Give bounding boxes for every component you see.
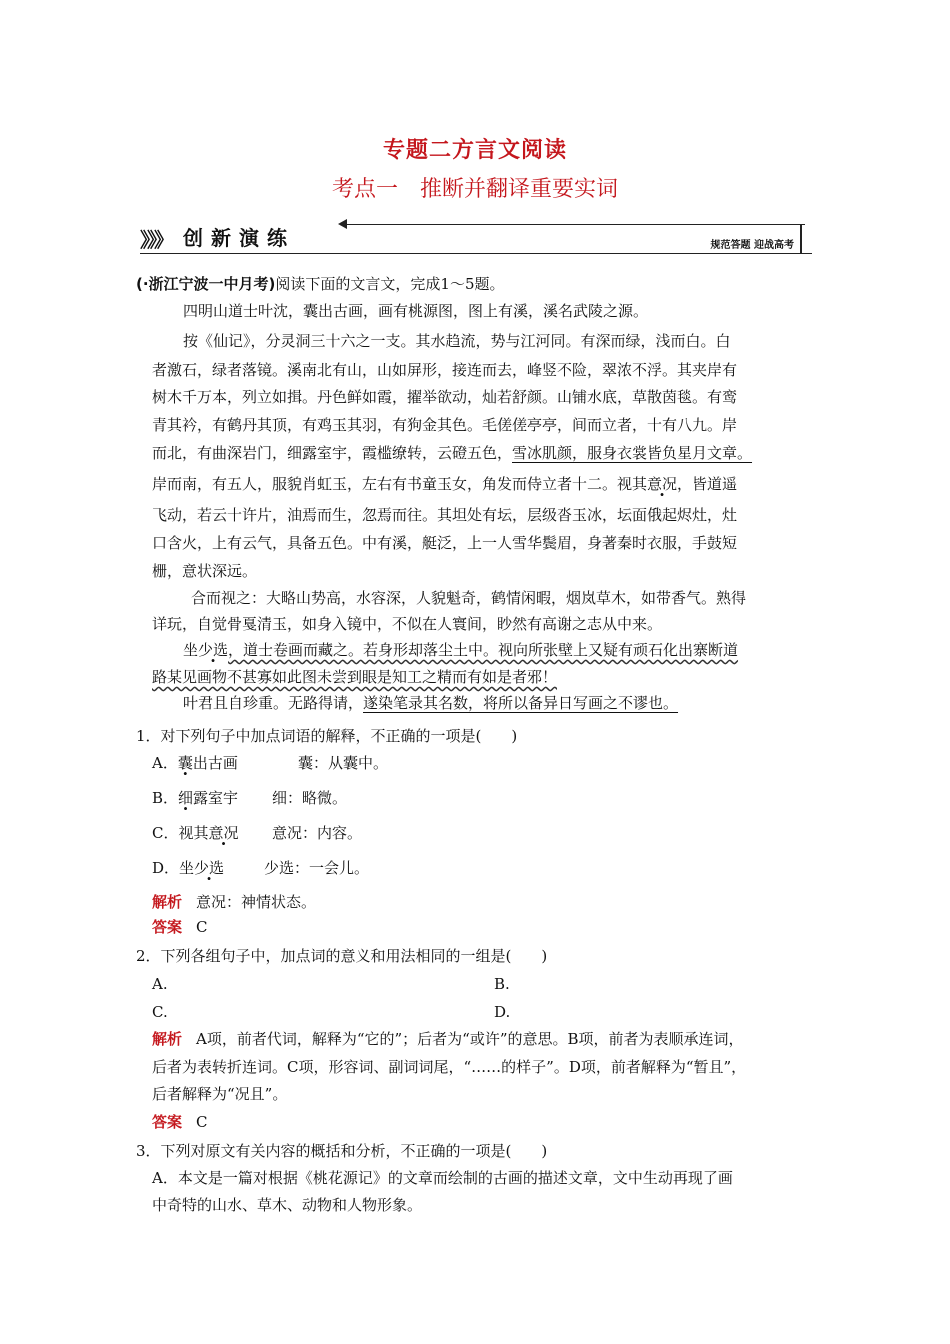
analysis-label: 解析	[152, 1030, 183, 1048]
dotted-word: 囊	[177, 754, 193, 772]
analysis-text: 后者解释为“况且”。	[152, 1085, 288, 1103]
option-note: 意况：内容。	[272, 824, 363, 842]
passage-line	[152, 474, 737, 494]
passage-line: 飞动，若云十许片，油焉而生，忽焉而往。其坦处有坛，层级沓玉冰，坛面俄起烬灶，灶	[152, 506, 738, 524]
passage-line	[152, 443, 752, 463]
option-text: 坐	[179, 859, 195, 877]
passage-line: 四明山道士叶沈，囊出古画，画有桃源图，图上有溪，溪名武陵之源。	[183, 302, 649, 320]
passage-text: 而北，有曲深岩门，细露室宇，霞槛缭转，云磴五色，	[152, 444, 513, 462]
dotted-word: 意况	[208, 824, 239, 842]
dotted-word: 细	[178, 789, 194, 807]
option-a: A．本文是一篇对根据《桃花源记》的文章而绘制的古画的描述文章，文中生动再现了画	[152, 1169, 733, 1187]
page-subtitle: 考点一 推断并翻译重要实词	[331, 177, 618, 202]
dotted-word: 少选	[194, 859, 225, 877]
option-note: 细：略微。	[272, 789, 348, 807]
analysis-text: 后者为表转折连词。C项，形容词、副词词尾，“……的样子”。D项，前者解释为“暂且”，	[152, 1058, 747, 1076]
question-stem: 2．下列各组句子中，加点词的意义和用法相同的一组是( )	[136, 947, 548, 965]
passage-line: 栅，意状深远。	[152, 562, 258, 580]
answer-label: 答案	[152, 1113, 183, 1131]
answer-value: C	[196, 918, 208, 936]
passage-line: 青其衿，有鹤丹其顶，有鸡玉其羽，有狗金其色。毛傞傞亭亭，间而立者，十有八九。岸	[152, 416, 738, 434]
passage-line: 详玩，自觉骨戛清玉，如身入镜中，不似在人寰间，眇然有高谢之志从中来。	[152, 615, 663, 633]
wavy-underlined-text: ，道士卷画而藏之。若身形却落尘土中。视向所张壁上又疑有顽石化出寨断道	[228, 641, 739, 659]
option-d	[152, 858, 224, 878]
option-text: 视其	[178, 824, 209, 842]
page-title: 专题二方言文阅读	[382, 137, 567, 163]
option-letter: A．	[152, 754, 178, 772]
passage-line: 合而视之：大略山势高，水容深，人貌魁奇，鹤情闲暇，烟岚草木，如带香气。熟得	[191, 589, 747, 607]
instruction: 阅读下面的文言文，完成1～5题。	[275, 275, 505, 293]
intro-line	[136, 274, 505, 294]
option-text: 出古画	[192, 754, 238, 772]
passage-line	[183, 640, 738, 660]
answer-label: 答案	[152, 918, 183, 936]
analysis	[152, 1029, 744, 1049]
option-b: B.	[494, 975, 510, 993]
analysis-text: A项，前者代词，解释为“它的”；后者为“或许”的意思。B项，前者为表顺承连词，	[196, 1030, 744, 1048]
dotted-word: 少选	[198, 641, 229, 659]
option-letter: D．	[152, 859, 180, 877]
answer	[152, 1112, 208, 1132]
option-a: A.	[152, 975, 168, 993]
question-stem: 3．下列对原文有关内容的概括和分析，不正确的一项是( )	[136, 1142, 548, 1160]
question-stem: 1．对下列句子中加点词语的解释，不正确的一项是( )	[136, 727, 518, 745]
dotted-word: 意况	[647, 475, 678, 493]
underlined-sentence: 遂染笔录其名数，将所以备异日写画之不谬也。	[363, 694, 679, 712]
passage-line	[183, 693, 678, 713]
option-letter: C．	[152, 824, 179, 842]
banner-bottom-rule	[140, 253, 812, 254]
option-a	[152, 753, 238, 773]
option-note: 囊：从囊中。	[298, 754, 389, 772]
option-text: 露室宇	[193, 789, 239, 807]
option-letter: B．	[152, 789, 179, 807]
option-note: 少选：一会儿。	[264, 859, 370, 877]
passage-text: 岸而南，有五人，服貌肖虹玉，左右有书童玉女，角发而侍立者十二。视其	[152, 475, 648, 493]
passage-line: 者激石，绿者落镜。溪南北有山，山如屏形，接连而去，峰竖不险，翠浓不浮。其夹岸有	[152, 361, 738, 379]
option-d: D.	[494, 1003, 511, 1021]
underlined-sentence: 雪冰肌颜，服身衣裳皆负星月文章。	[512, 444, 753, 462]
answer	[152, 917, 208, 937]
banner-tag: 规范答题 迎战高考	[710, 240, 794, 251]
passage-text: ，皆道遥	[677, 475, 738, 493]
passage-line: 树木千万本，列立如揖。丹色鲜如霞，擢举欲动，灿若舒颜。山铺水底，草散茵毯。有鸾	[152, 388, 738, 406]
option-c	[152, 823, 239, 843]
analysis-label: 解析	[152, 893, 183, 911]
source-label: (·浙江宁波一中月考)	[136, 275, 276, 293]
passage-line: 按《仙记》，分灵洞三十六之一支。其水趋流，势与江河同。有深而绿，浅而白。白	[183, 332, 731, 350]
option-c: C.	[152, 1003, 168, 1021]
option-b	[152, 788, 238, 808]
passage-line: 口含火，上有云气，具备五色。中有溪，艇泛，上一人雪华鬓眉，身著秦时衣服，手鼓短	[152, 534, 738, 552]
wavy-underlined-text: 路某见画物不甚寡如此图未尝到眼是知工之精而有如是者邪！	[152, 668, 558, 686]
analysis-text: 意况：神情状态。	[196, 893, 317, 911]
answer-value: C	[196, 1113, 208, 1131]
banner-top-rule	[345, 224, 805, 225]
passage-text: 坐	[183, 641, 199, 659]
option-a-continued: 中奇特的山水、草木、动物和人物形象。	[152, 1196, 423, 1214]
analysis	[152, 892, 316, 912]
banner-title: 创新演练	[183, 226, 295, 250]
passage-text: 叶君且自珍重。无路得请，	[183, 694, 364, 712]
banner-right-rule	[800, 224, 802, 254]
chevron-right-icon: 》》》	[140, 228, 171, 252]
section-banner	[140, 220, 812, 256]
